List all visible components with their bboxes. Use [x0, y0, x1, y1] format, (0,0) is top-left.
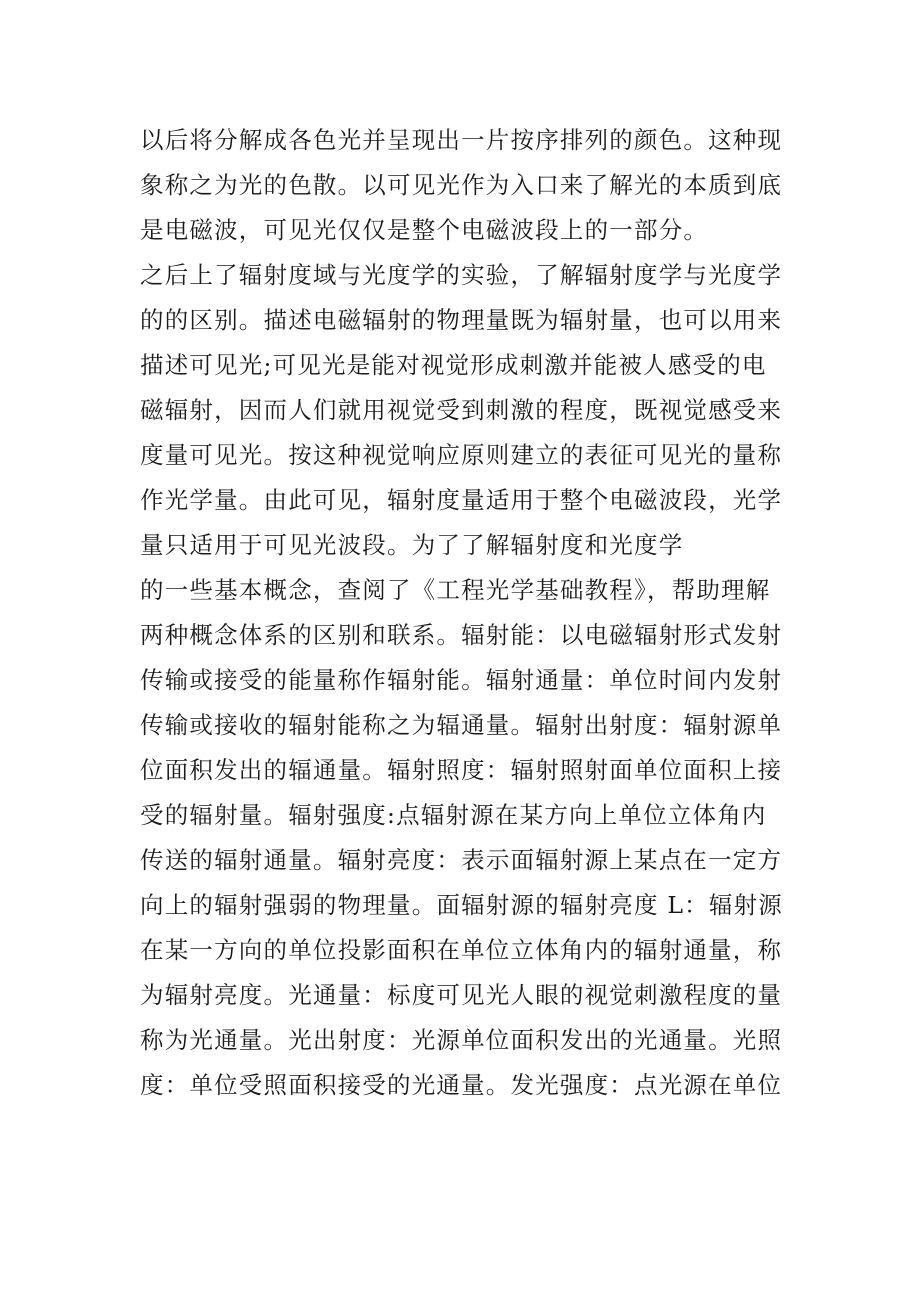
text-line: 描述可见光;可见光是能对视觉形成刺激并能被人感受的电 — [140, 351, 767, 379]
text-line: 是电磁波，可见光仅仅是整个电磁波段上的一部分。 — [140, 216, 709, 244]
text-line: 在某一方向的单位投影面积在单位立体角内的辐射通量，称 — [140, 936, 783, 964]
text-line: 象称之为光的色散。以可见光作为入口来了解光的本质到底 — [140, 171, 783, 199]
text-line: 以后将分解成各色光并呈现出一片按序排列的颜色。这种现 — [140, 126, 783, 154]
text-line: 两种概念体系的区别和联系。辐射能：以电磁辐射形式发射 — [140, 621, 783, 649]
text-line: 量只适用于可见光波段。为了了解辐射度和光度学 — [140, 531, 684, 559]
text-line: 磁辐射，因而人们就用视觉受到刺激的程度，既视觉感受来 — [140, 396, 783, 424]
text-line: 的的区别。描述电磁辐射的物理量既为辐射量，也可以用来 — [140, 306, 783, 334]
text-line: 传输或接受的能量称作辐射能。辐射通量：单位时间内发射 — [140, 666, 783, 694]
text-line: 向上的辐射强弱的物理量。面辐射源的辐射亮度 L：辐射源 — [140, 891, 783, 919]
text-line: 为辐射亮度。光通量：标度可见光人眼的视觉刺激程度的量 — [140, 981, 783, 1009]
text-line: 度量可见光。按这种视觉响应原则建立的表征可见光的量称 — [140, 441, 783, 469]
text-line: 之后上了辐射度域与光度学的实验，了解辐射度学与光度学 — [140, 261, 783, 289]
text-line: 度：单位受照面积接受的光通量。发光强度：点光源在单位 — [140, 1071, 783, 1099]
text-line: 位面积发出的辐通量。辐射照度：辐射照射面单位面积上接 — [140, 756, 783, 784]
text-line: 传送的辐射通量。辐射亮度：表示面辐射源上某点在一定方 — [140, 846, 783, 874]
text-line: 的一些基本概念，查阅了《工程光学基础教程》，帮助理解 — [140, 576, 771, 604]
text-line: 受的辐射量。辐射强度:点辐射源在某方向上单位立体角内 — [140, 801, 767, 829]
text-line: 传输或接收的辐射能称之为辐通量。辐射出射度：辐射源单 — [140, 711, 783, 739]
text-line: 作光学量。由此可见，辐射度量适用于整个电磁波段，光学 — [140, 486, 783, 514]
text-line: 称为光通量。光出射度：光源单位面积发出的光通量。光照 — [140, 1026, 783, 1054]
